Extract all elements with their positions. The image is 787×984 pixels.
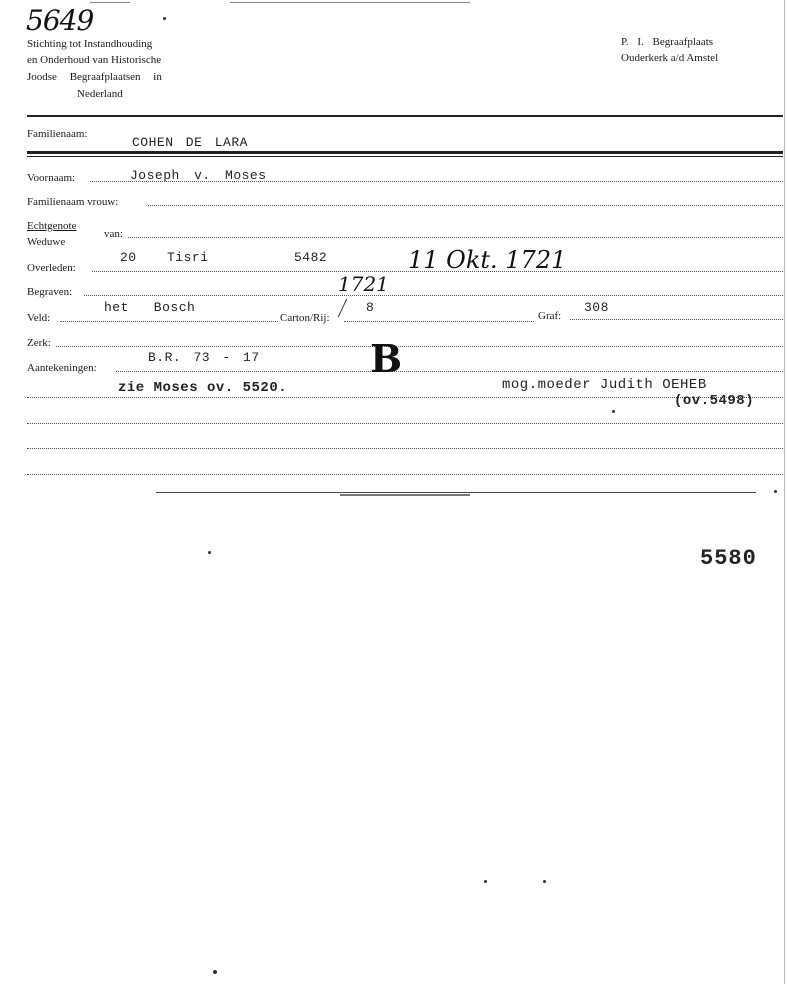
voornaam-label: Voornaam: xyxy=(27,172,76,184)
veld-label: Veld: xyxy=(27,312,51,324)
speck xyxy=(612,410,615,413)
echtgenote-label: Echtgenote xyxy=(27,220,77,232)
familienaam-value: COHEN DE LARA xyxy=(132,135,248,150)
voornaam-value: Joseph v. Moses xyxy=(130,168,267,183)
note-3: (ov.5498) xyxy=(674,393,755,409)
note-1: zie Moses ov. 5520. xyxy=(118,380,288,396)
right-edge-line xyxy=(784,0,785,984)
carton-dotline xyxy=(344,321,534,322)
aantekeningen-handwritten-mark: B xyxy=(370,336,403,381)
weduwe-label: Weduwe xyxy=(27,236,66,248)
note-dotline-2 xyxy=(27,423,783,424)
card-number: 5580 xyxy=(700,546,757,571)
speck xyxy=(774,490,777,493)
overleden-month: Tisri xyxy=(167,250,209,265)
carton-label: Carton/Rij: xyxy=(280,312,330,324)
top-edge-line-short xyxy=(90,2,130,3)
speck xyxy=(208,551,211,554)
bottom-separator-thick xyxy=(340,494,470,496)
van-dotline xyxy=(128,237,783,238)
overleden-day: 20 xyxy=(120,250,137,265)
graf-value: 308 xyxy=(584,300,609,315)
cemetery-line-2: Ouderkerk a/d Amstel xyxy=(621,52,719,64)
begraven-dotline xyxy=(84,295,783,296)
org-line-4: Nederland xyxy=(77,88,123,100)
aantekeningen-value: B.R. 73 - 17 xyxy=(148,350,260,365)
veld-dotline xyxy=(60,321,278,322)
bottom-separator xyxy=(156,492,756,493)
zerk-label: Zerk: xyxy=(27,337,51,349)
aantekeningen-label: Aantekeningen: xyxy=(27,362,97,374)
veld-value: het Bosch xyxy=(104,300,196,315)
zerk-dotline xyxy=(56,346,783,347)
note-dotline-1 xyxy=(27,397,783,398)
header-separator xyxy=(27,115,783,117)
handwritten-code: 5649 xyxy=(26,4,94,37)
familienaam-double-rule-top xyxy=(27,151,783,154)
begraven-handwritten-year: 1721 xyxy=(338,272,389,296)
carton-value: 8 xyxy=(366,300,375,315)
note-dotline-4 xyxy=(27,474,783,475)
carton-handwritten-stroke xyxy=(338,299,347,318)
note-2: mog.moeder Judith OEHEB xyxy=(502,377,707,393)
graf-dotline xyxy=(570,319,783,320)
note-dotline-3 xyxy=(27,448,783,449)
begraven-label: Begraven: xyxy=(27,286,73,298)
org-line-1: Stichting tot Instandhouding xyxy=(27,38,153,50)
org-line-2: en Onderhoud van Historische xyxy=(27,54,162,66)
org-line-3: Joodse Begraafplaatsen in xyxy=(27,71,162,83)
top-edge-line xyxy=(230,2,470,3)
overleden-handwritten-date: 11 Okt. 1721 xyxy=(408,246,567,274)
overleden-year: 5482 xyxy=(294,250,328,265)
cemetery-line-1: P. I. Begraafplaats xyxy=(621,36,714,48)
overleden-label: Overleden: xyxy=(27,262,76,274)
familienaam-vrouw-label: Familienaam vrouw: xyxy=(27,196,119,208)
familienaam-vrouw-dotline xyxy=(148,205,783,206)
graf-label: Graf: xyxy=(538,310,562,322)
speck xyxy=(484,880,487,883)
aantekeningen-dotline xyxy=(116,371,783,372)
speck xyxy=(213,970,217,974)
speck xyxy=(543,880,546,883)
van-label: van: xyxy=(104,228,123,240)
familienaam-label: Familienaam: xyxy=(27,128,88,140)
speck xyxy=(163,17,166,20)
familienaam-double-rule-bottom xyxy=(27,156,783,157)
